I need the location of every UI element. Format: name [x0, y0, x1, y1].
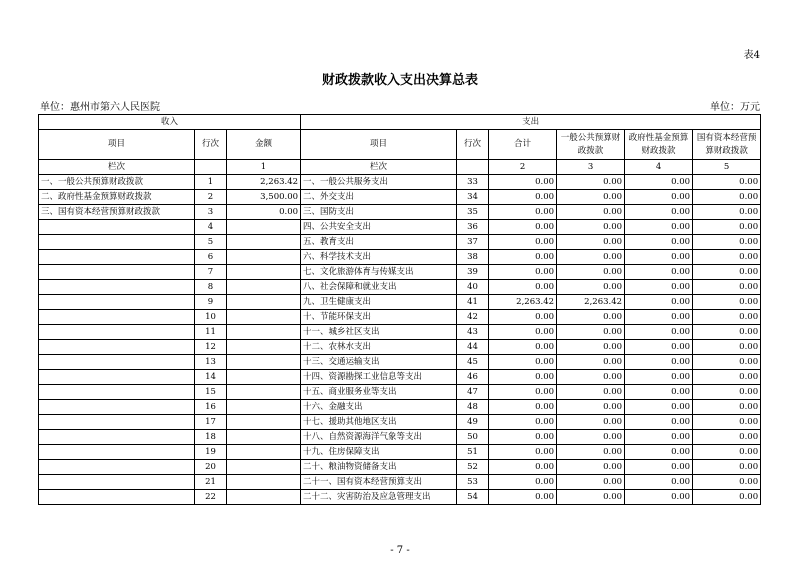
income-row-no-cell: 15: [195, 385, 227, 400]
state-capital-cell: 0.00: [693, 385, 761, 400]
expense-row-no-cell: 51: [457, 445, 489, 460]
total-cell: 0.00: [489, 490, 557, 505]
gov-fund-cell: 0.00: [625, 325, 693, 340]
income-item-cell: [39, 220, 195, 235]
expense-item-cell: 十四、资源勘探工业信息等支出: [301, 370, 457, 385]
general-budget-cell: 0.00: [557, 280, 625, 295]
income-item-cell: [39, 310, 195, 325]
expense-row-no-header: 行次: [457, 130, 489, 160]
gov-fund-cell: 0.00: [625, 415, 693, 430]
state-capital-cell: 0.00: [693, 355, 761, 370]
state-capital-cell: 0.00: [693, 445, 761, 460]
income-item-cell: [39, 415, 195, 430]
expense-row-no-cell: 34: [457, 190, 489, 205]
income-amount-cell: [227, 490, 301, 505]
general-budget-cell: 0.00: [557, 445, 625, 460]
income-amount-cell: [227, 295, 301, 310]
income-item-header: 项目: [39, 130, 195, 160]
empty-cell: [195, 160, 227, 175]
expense-item-cell: 十九、住房保障支出: [301, 445, 457, 460]
total-cell: 0.00: [489, 265, 557, 280]
total-cell: 0.00: [489, 250, 557, 265]
expense-row-no-cell: 49: [457, 415, 489, 430]
total-cell: 0.00: [489, 445, 557, 460]
expense-row-no-cell: 43: [457, 325, 489, 340]
table-row: [39, 220, 761, 235]
income-row-no-cell: 18: [195, 430, 227, 445]
expense-item-cell: 五、教育支出: [301, 235, 457, 250]
gov-fund-cell: 0.00: [625, 370, 693, 385]
general-budget-cell: 0.00: [557, 190, 625, 205]
expense-row-no-cell: 52: [457, 460, 489, 475]
expense-item-cell: 十三、交通运输支出: [301, 355, 457, 370]
income-amount-cell: [227, 370, 301, 385]
income-item-cell: [39, 355, 195, 370]
expense-row-no-cell: 48: [457, 400, 489, 415]
total-cell: 0.00: [489, 400, 557, 415]
expense-item-cell: 二十、粮油物资储备支出: [301, 460, 457, 475]
expense-item-cell: 六、科学技术支出: [301, 250, 457, 265]
income-item-cell: [39, 235, 195, 250]
general-budget-cell: 0.00: [557, 400, 625, 415]
gov-fund-header: 政府性基金预算财政拨款: [625, 130, 693, 160]
general-budget-cell: 0.00: [557, 430, 625, 445]
general-budget-cell: 0.00: [557, 415, 625, 430]
expense-row-no-cell: 50: [457, 430, 489, 445]
expense-item-cell: 十六、金融支出: [301, 400, 457, 415]
gov-fund-cell: 0.00: [625, 310, 693, 325]
expense-row-no-cell: 44: [457, 340, 489, 355]
table-row: [39, 460, 761, 475]
gov-fund-cell: 0.00: [625, 490, 693, 505]
table-number-label: 表4: [743, 50, 760, 61]
expense-header: 支出: [301, 115, 761, 130]
expense-item-cell: 十二、农林水支出: [301, 340, 457, 355]
income-amount-cell: [227, 385, 301, 400]
income-row-no-cell: 21: [195, 475, 227, 490]
income-header: 收入: [39, 115, 301, 130]
expense-item-cell: 三、国防支出: [301, 205, 457, 220]
income-item-cell: 二、政府性基金预算财政拨款: [39, 190, 195, 205]
expense-item-cell: 十七、援助其他地区支出: [301, 415, 457, 430]
income-amount-cell: [227, 355, 301, 370]
income-item-cell: [39, 265, 195, 280]
income-amount-cell: [227, 400, 301, 415]
state-capital-cell: 0.00: [693, 220, 761, 235]
gov-fund-cell: 0.00: [625, 280, 693, 295]
expense-item-cell: 八、社会保障和就业支出: [301, 280, 457, 295]
table-row: [39, 355, 761, 370]
income-amount-cell: [227, 280, 301, 295]
gov-fund-cell: 0.00: [625, 220, 693, 235]
column-index-3: 3: [557, 160, 625, 175]
table-row: [39, 430, 761, 445]
column-index-row: [39, 160, 761, 175]
income-row-no-cell: 20: [195, 460, 227, 475]
income-row-no-cell: 19: [195, 445, 227, 460]
state-capital-cell: 0.00: [693, 190, 761, 205]
state-capital-cell: 0.00: [693, 430, 761, 445]
income-amount-cell: 2,263.42: [227, 175, 301, 190]
expense-item-cell: 二十一、国有资本经营预算支出: [301, 475, 457, 490]
income-item-cell: [39, 370, 195, 385]
table-row: [39, 445, 761, 460]
table-row: [39, 475, 761, 490]
table-row: [39, 295, 761, 310]
column-index-5: 5: [693, 160, 761, 175]
gov-fund-cell: 0.00: [625, 430, 693, 445]
income-row-no-cell: 7: [195, 265, 227, 280]
expense-item-cell: 九、卫生健康支出: [301, 295, 457, 310]
total-cell: 0.00: [489, 235, 557, 250]
expense-row-no-cell: 53: [457, 475, 489, 490]
table-row: [39, 250, 761, 265]
general-budget-cell: 0.00: [557, 175, 625, 190]
gov-fund-cell: 0.00: [625, 340, 693, 355]
expense-row-no-cell: 47: [457, 385, 489, 400]
general-budget-cell: 0.00: [557, 310, 625, 325]
table-row: [39, 340, 761, 355]
income-item-cell: [39, 325, 195, 340]
income-amount-cell: [227, 325, 301, 340]
expense-item-cell: 二十二、灾害防治及应急管理支出: [301, 490, 457, 505]
expense-row-no-cell: 33: [457, 175, 489, 190]
state-capital-cell: 0.00: [693, 265, 761, 280]
gov-fund-cell: 0.00: [625, 175, 693, 190]
gov-fund-cell: 0.00: [625, 475, 693, 490]
total-cell: 0.00: [489, 340, 557, 355]
income-row-no-cell: 12: [195, 340, 227, 355]
expense-row-no-cell: 40: [457, 280, 489, 295]
total-cell: 0.00: [489, 415, 557, 430]
gov-fund-cell: 0.00: [625, 385, 693, 400]
page-number: - 7 -: [390, 545, 410, 556]
expense-item-cell: 四、公共安全支出: [301, 220, 457, 235]
income-row-no-cell: 9: [195, 295, 227, 310]
state-capital-cell: 0.00: [693, 250, 761, 265]
gov-fund-cell: 0.00: [625, 250, 693, 265]
total-cell: 0.00: [489, 310, 557, 325]
state-capital-header: 国有资本经营预算财政拨款: [693, 130, 761, 160]
table-row: [39, 265, 761, 280]
income-row-no-cell: 3: [195, 205, 227, 220]
income-item-cell: [39, 295, 195, 310]
expense-row-no-cell: 39: [457, 265, 489, 280]
income-row-no-cell: 1: [195, 175, 227, 190]
general-budget-cell: 0.00: [557, 460, 625, 475]
income-row-no-cell: 14: [195, 370, 227, 385]
column-index-4: 4: [625, 160, 693, 175]
empty-cell: [457, 160, 489, 175]
gov-fund-cell: 0.00: [625, 295, 693, 310]
income-amount-cell: [227, 250, 301, 265]
state-capital-cell: 0.00: [693, 175, 761, 190]
income-amount-header: 金额: [227, 130, 301, 160]
finance-summary-table: [38, 114, 761, 505]
general-budget-cell: 0.00: [557, 475, 625, 490]
expense-item-cell: 十八、自然资源海洋气象等支出: [301, 430, 457, 445]
income-amount-cell: [227, 310, 301, 325]
unit-organization: 单位：惠州市第六人民医院: [40, 102, 160, 113]
total-cell: 0.00: [489, 280, 557, 295]
table-row: [39, 205, 761, 220]
income-row-no-cell: 10: [195, 310, 227, 325]
income-amount-cell: 0.00: [227, 205, 301, 220]
income-amount-cell: [227, 475, 301, 490]
income-item-cell: [39, 490, 195, 505]
income-amount-cell: [227, 235, 301, 250]
general-budget-header: 一般公共预算财政拨款: [557, 130, 625, 160]
total-cell: 0.00: [489, 430, 557, 445]
income-row-no-cell: 4: [195, 220, 227, 235]
expense-row-no-cell: 35: [457, 205, 489, 220]
total-cell: 0.00: [489, 460, 557, 475]
expense-item-cell: 十一、城乡社区支出: [301, 325, 457, 340]
income-row-no-cell: 13: [195, 355, 227, 370]
general-budget-cell: 0.00: [557, 340, 625, 355]
page-title: 财政拨款收入支出决算总表: [321, 73, 478, 88]
state-capital-cell: 0.00: [693, 340, 761, 355]
income-amount-cell: 3,500.00: [227, 190, 301, 205]
expense-row-no-cell: 36: [457, 220, 489, 235]
general-budget-cell: 0.00: [557, 370, 625, 385]
income-item-cell: 三、国有资本经营预算财政拨款: [39, 205, 195, 220]
state-capital-cell: 0.00: [693, 475, 761, 490]
state-capital-cell: 0.00: [693, 490, 761, 505]
income-amount-cell: [227, 460, 301, 475]
expense-row-no-cell: 46: [457, 370, 489, 385]
column-index-2: 2: [489, 160, 557, 175]
total-cell: 0.00: [489, 325, 557, 340]
gov-fund-cell: 0.00: [625, 460, 693, 475]
state-capital-cell: 0.00: [693, 295, 761, 310]
income-row-no-cell: 11: [195, 325, 227, 340]
table-row: [39, 235, 761, 250]
gov-fund-cell: 0.00: [625, 190, 693, 205]
table-row: [39, 310, 761, 325]
general-budget-cell: 0.00: [557, 235, 625, 250]
general-budget-cell: 0.00: [557, 325, 625, 340]
total-cell: 0.00: [489, 355, 557, 370]
expense-item-cell: 十、节能环保支出: [301, 310, 457, 325]
state-capital-cell: 0.00: [693, 325, 761, 340]
income-amount-cell: [227, 415, 301, 430]
income-amount-cell: [227, 340, 301, 355]
general-budget-cell: 0.00: [557, 265, 625, 280]
gov-fund-cell: 0.00: [625, 265, 693, 280]
gov-fund-cell: 0.00: [625, 445, 693, 460]
expense-row-no-cell: 54: [457, 490, 489, 505]
expense-item-cell: 一、一般公共服务支出: [301, 175, 457, 190]
income-row-no-header: 行次: [195, 130, 227, 160]
general-budget-cell: 0.00: [557, 385, 625, 400]
table-row: [39, 175, 761, 190]
table-row: [39, 190, 761, 205]
state-capital-cell: 0.00: [693, 415, 761, 430]
total-cell: 0.00: [489, 370, 557, 385]
income-item-cell: [39, 385, 195, 400]
income-item-cell: 一、一般公共预算财政拨款: [39, 175, 195, 190]
income-item-cell: [39, 475, 195, 490]
state-capital-cell: 0.00: [693, 235, 761, 250]
header-row-groups: [39, 115, 761, 130]
expense-row-no-cell: 42: [457, 310, 489, 325]
income-row-no-cell: 22: [195, 490, 227, 505]
gov-fund-cell: 0.00: [625, 400, 693, 415]
table-row: [39, 415, 761, 430]
income-item-cell: [39, 400, 195, 415]
income-row-no-cell: 5: [195, 235, 227, 250]
total-cell: 0.00: [489, 385, 557, 400]
state-capital-cell: 0.00: [693, 460, 761, 475]
table-row: [39, 490, 761, 505]
general-budget-cell: 0.00: [557, 205, 625, 220]
header-row-columns: [39, 130, 761, 160]
expense-item-cell: 二、外交支出: [301, 190, 457, 205]
total-cell: 0.00: [489, 190, 557, 205]
expense-item-cell: 十五、商业服务业等支出: [301, 385, 457, 400]
income-row-no-cell: 8: [195, 280, 227, 295]
income-row-no-cell: 2: [195, 190, 227, 205]
table-row: [39, 385, 761, 400]
state-capital-cell: 0.00: [693, 310, 761, 325]
general-budget-cell: 0.00: [557, 250, 625, 265]
total-cell: 0.00: [489, 475, 557, 490]
general-budget-cell: 0.00: [557, 355, 625, 370]
expense-row-no-cell: 41: [457, 295, 489, 310]
income-amount-cell: [227, 265, 301, 280]
income-amount-cell: [227, 220, 301, 235]
income-amount-cell: [227, 430, 301, 445]
table-row: [39, 400, 761, 415]
expense-row-no-cell: 38: [457, 250, 489, 265]
total-header: 合计: [489, 130, 557, 160]
income-row-no-cell: 6: [195, 250, 227, 265]
income-row-no-cell: 17: [195, 415, 227, 430]
state-capital-cell: 0.00: [693, 205, 761, 220]
income-item-cell: [39, 340, 195, 355]
income-item-cell: [39, 430, 195, 445]
state-capital-cell: 0.00: [693, 370, 761, 385]
general-budget-cell: 2,263.42: [557, 295, 625, 310]
expense-row-no-cell: 37: [457, 235, 489, 250]
unit-currency: 单位：万元: [710, 102, 760, 113]
expense-row-no-cell: 45: [457, 355, 489, 370]
general-budget-cell: 0.00: [557, 490, 625, 505]
gov-fund-cell: 0.00: [625, 205, 693, 220]
gov-fund-cell: 0.00: [625, 235, 693, 250]
total-cell: 0.00: [489, 205, 557, 220]
gov-fund-cell: 0.00: [625, 355, 693, 370]
income-item-cell: [39, 460, 195, 475]
total-cell: 2,263.42: [489, 295, 557, 310]
general-budget-cell: 0.00: [557, 220, 625, 235]
state-capital-cell: 0.00: [693, 280, 761, 295]
income-item-cell: [39, 445, 195, 460]
income-item-cell: [39, 250, 195, 265]
expense-item-header: 项目: [301, 130, 457, 160]
state-capital-cell: 0.00: [693, 400, 761, 415]
total-cell: 0.00: [489, 175, 557, 190]
table-row: [39, 325, 761, 340]
expense-item-cell: 七、文化旅游体育与传媒支出: [301, 265, 457, 280]
column-index-1: 1: [227, 160, 301, 175]
income-item-cell: [39, 280, 195, 295]
expense-column-label: 栏次: [301, 160, 457, 175]
table-row: [39, 280, 761, 295]
income-row-no-cell: 16: [195, 400, 227, 415]
total-cell: 0.00: [489, 220, 557, 235]
table-row: [39, 370, 761, 385]
income-amount-cell: [227, 445, 301, 460]
income-column-label: 栏次: [39, 160, 195, 175]
